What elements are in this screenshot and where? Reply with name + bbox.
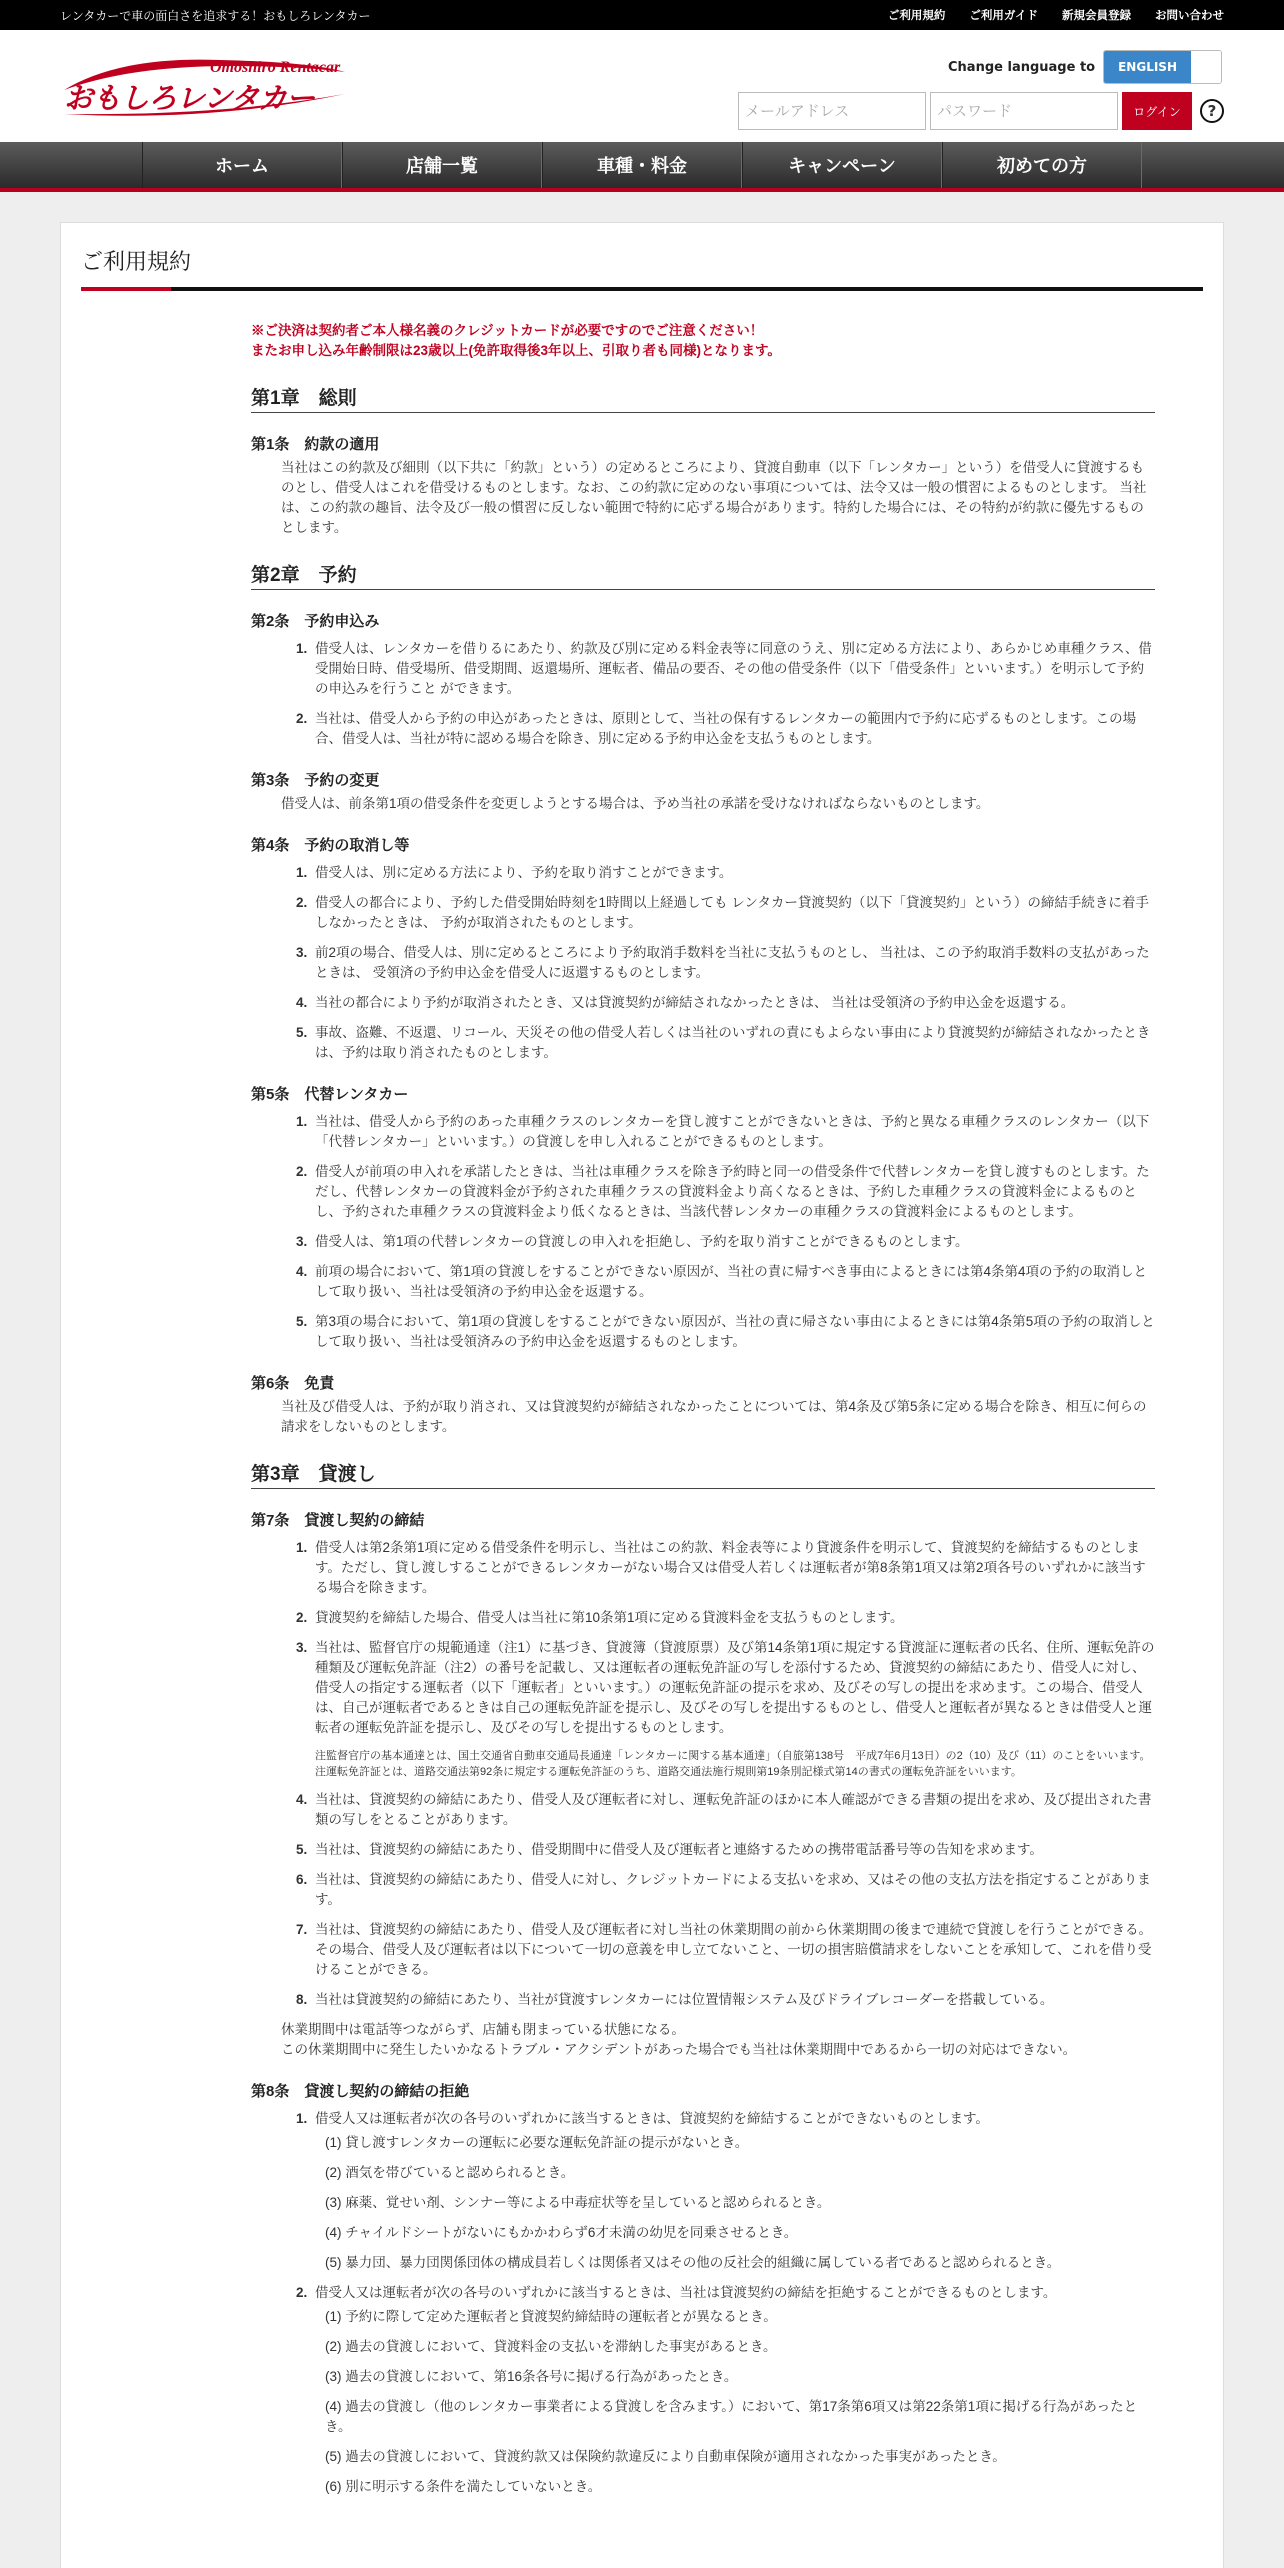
list-item — [311, 639, 1155, 699]
list-item — [311, 943, 1155, 983]
nav-stores[interactable]: 店舗一覧 — [342, 142, 542, 188]
list-item — [311, 1162, 1155, 1222]
site-logo[interactable] — [60, 50, 350, 120]
list-item-text: 3. 当社は、監督官庁の規範通達（注1）に基づき、貸渡簿（貸渡原票）及び第14条第1項に規定する貸渡証に運転者の氏名、住所、運転免許の種類及び運転免許証（注2）の番号を記載し、又は運転者の運転免許証の写しを添付するため、貸渡契約の締結にあたり、借受人に対し、借受人の指定する運転者（以下「運転者」といいます。）の運転免許証の提示を求め、及びその写しの提出を求めます。この場合、借受人は、自己が運転者であるときは自己の運転免許証を提示し、及びその写しを提出するものとし、借受人と運転者が異なるときは借受人と運転者の運転免許証を提示し、及びその写しを提出するものとします。 — [315, 1640, 1155, 1735]
payment-notice — [251, 321, 1155, 361]
logo-text-jp: おもしろレンタカー — [64, 81, 315, 115]
sub-item: (6) 別に明示する条件を満たしていないとき。 — [325, 2479, 602, 2494]
footnote — [315, 1748, 1155, 1780]
nav-campaign[interactable]: キャンペーン — [742, 142, 942, 188]
list-item-text: 1. 借受人は、別に定める方法により、予約を取り消すことができます。 — [315, 865, 733, 880]
list-item-text: 1. 借受人又は運転者が次の各号のいずれかに該当するときは、貸渡契約を締結することができないものとします。 — [315, 2111, 989, 2126]
main-nav — [0, 142, 1284, 192]
language-buttons — [1103, 50, 1222, 84]
english-button[interactable]: ENGLISH — [1104, 51, 1191, 83]
article-heading: 第2条 予約申込み — [251, 613, 380, 630]
list-item-text: 1. 借受人は第2条第1項に定める借受条件を明示し、当社はこの約款、料金表等により貸渡条件を明示して、貸渡契約を締結するものとします。ただし、貸し渡しすることができるレンタカーがない場合又は借受人若しくは運転者が第8条第1項又は第2項各号のいずれかに該当する場合を除きます。 — [315, 1540, 1146, 1595]
sub-item: (2) 酒気を帯びていると認められるとき。 — [325, 2165, 575, 2180]
top-link-guide[interactable]: ご利用ガイド — [969, 8, 1038, 22]
change-language-label: Change language to — [948, 59, 1096, 75]
email-input[interactable] — [738, 92, 926, 130]
list-item — [311, 1638, 1155, 1780]
list-item-text: 4. 当社の都合により予約が取消されたとき、又は貸渡契約が締結されなかったときは、 当社は受領済の予約申込金を返還する。 — [315, 995, 1075, 1010]
list-item-text: 3. 借受人は、第1項の代替レンタカーの貸渡しの申入れを拒絶し、予約を取り消すことができるものとします。 — [315, 1234, 969, 1249]
list-item — [311, 1920, 1155, 1980]
top-bar — [0, 0, 1284, 30]
sub-item: (4) チャイルドシートがないにもかかわらず6才未満の幼児を同乗させるとき。 — [325, 2225, 798, 2240]
list-item-text: 2. 借受人又は運転者が次の各号のいずれかに該当するときは、当社は貸渡契約の締結を拒絶することができるものとします。 — [315, 2285, 1057, 2300]
notice-line: またお申し込み年齢制限は23歳以上(免許取得後3年以上、引取り者も同様)となります。 — [251, 343, 781, 358]
list-item-text: 5. 第3項の場合において、第1項の貸渡しをすることができない原因が、当社の責に帰さない事由によるときには第4条第5項の予約の取消しとして取り扱い、当社は受領済みの予約申込金を返還するものとします。 — [315, 1314, 1155, 1349]
logo-text-en: Omoshiro Rentacar — [210, 59, 341, 76]
language-switcher — [948, 50, 1222, 84]
article-heading: 第8条 貸渡し契約の締結の拒絶 — [251, 2083, 470, 2100]
tagline: レンタカーで車の面白さを追求する！おもしろレンタカー — [60, 8, 371, 23]
sub-item: (4) 過去の貸渡し（他のレンタカー事業者による貸渡しを含みます。）において、第17条第6項又は第22条第1項に掲げる行為があったとき。 — [325, 2399, 1138, 2434]
article-list — [311, 1112, 1155, 1352]
top-link-register[interactable]: 新規会員登録 — [1062, 8, 1131, 22]
list-item — [311, 1990, 1155, 2010]
list-item — [311, 1840, 1155, 1860]
article-list — [311, 639, 1155, 749]
list-item — [311, 893, 1155, 933]
login-button[interactable]: ログイン — [1122, 92, 1192, 130]
list-item — [311, 1262, 1155, 1302]
footnote-line: 注監督官庁の基本通達とは、国土交通省自動車交通局長通達「レンタカーに関する基本通達」（自旅第138号 平成7年6月13日）の2（10）及び（11）のことをいいます。 — [315, 1750, 1151, 1762]
article-text: 借受人は、前条第1項の借受条件を変更しようとする場合は、予め当社の承諾を受けなければならないものとします。 — [281, 796, 990, 811]
list-item — [311, 1538, 1155, 1598]
notice-line: ※ご決済は契約者ご本人様名義のクレジットカードが必要ですのでご注意ください！ — [251, 323, 764, 338]
article-list — [311, 2109, 1155, 2497]
chapter-heading: 第2章 予約 — [251, 560, 1155, 590]
list-item-text: 4. 当社は、貸渡契約の締結にあたり、借受人及び運転者に対し、運転免許証のほかに本人確認ができる書類の提出を求め、及び提出された書類の写しをとることがあります。 — [315, 1792, 1152, 1827]
japanese-button[interactable] — [1191, 51, 1221, 83]
top-links — [888, 7, 1224, 23]
article-heading: 第6条 免責 — [251, 1375, 335, 1392]
sub-item: (5) 過去の貸渡しにおいて、貸渡約款又は保険約款違反により自動車保険が適用されなかった事実があったとき。 — [325, 2449, 1006, 2464]
nav-home[interactable]: ホーム — [142, 142, 342, 188]
list-item — [311, 2283, 1155, 2497]
terms-panel — [60, 222, 1224, 2568]
chapter-heading: 第3章 貸渡し — [251, 1459, 1155, 1489]
list-item-text: 2. 借受人の都合により、予約した借受開始時刻を1時間以上経過しても レンタカー貸渡契約（以下「貸渡契約」という）の締結手続きに着手しなかったときは、 予約が取消されたものとします。 — [315, 895, 1149, 930]
page-title: ご利用規約 — [81, 250, 192, 275]
list-item-text: 8. 当社は貸渡契約の締結にあたり、当社が貸渡すレンタカーには位置情報システム及びドライブレコーダーを搭載している。 — [315, 1992, 1054, 2007]
sub-item: (1) 予約に際して定めた運転者と貸渡契約締結時の運転者とが異なるとき。 — [325, 2309, 777, 2324]
login-form — [738, 92, 1224, 130]
list-item — [311, 1312, 1155, 1352]
list-item — [311, 1023, 1155, 1063]
sub-list — [315, 2307, 1155, 2497]
list-item — [311, 2109, 1155, 2273]
list-item-text: 7. 当社は、貸渡契約の締結にあたり、借受人及び運転者に対し当社の休業期間の前から休業期間の後まで連続で貸渡しを行うことができる。その場合、借受人及び運転者は以下について一切の意義を申し立てないこと、一切の損害賠償請求をしないことを承知して、これを借り受けることができる。 — [315, 1922, 1152, 1977]
sub-item: (3) 麻薬、覚せい剤、シンナー等による中毒症状等を呈していると認められるとき。 — [325, 2195, 831, 2210]
article-text: 当社及び借受人は、予約が取り消され、又は貸渡契約が締結されなかったことについては、第4条及び第5条に定める場合を除き、相互に何らの請求をしないものとします。 — [281, 1399, 1147, 1434]
list-item — [311, 863, 1155, 883]
list-item-text: 2. 借受人が前項の申入れを承諾したときは、当社は車種クラスを除き予約時と同一の借受条件で代替レンタカーを貸し渡すものとします。ただし、代替レンタカーの貸渡料金が予約された車種クラスの貸渡料金より高くなるときは、予約した車種クラスの貸渡料金によるものとし、予約された車種クラスの貸渡料金より低くなるときは、当該代替レンタカーの車種クラスの貸渡料金によるものとします。 — [315, 1164, 1150, 1219]
chapter-heading: 第1章 総則 — [251, 383, 1155, 413]
list-item — [311, 709, 1155, 749]
terms-content — [251, 321, 1155, 2507]
list-item — [311, 1790, 1155, 1830]
article-list — [311, 1538, 1155, 2010]
sub-item: (2) 過去の貸渡しにおいて、貸渡料金の支払いを滞納した事実があるとき。 — [325, 2339, 777, 2354]
title-underline — [81, 287, 1203, 291]
sub-item: (1) 貸し渡すレンタカーの運転に必要な運転免許証の提示がないとき。 — [325, 2135, 749, 2150]
header — [0, 30, 1284, 142]
sub-item: (3) 過去の貸渡しにおいて、第16条各号に掲げる行為があったとき。 — [325, 2369, 738, 2384]
sub-item: (5) 暴力団、暴力団関係団体の構成員若しくは関係者又はその他の反社会的組織に属している者であると認められるとき。 — [325, 2255, 1061, 2270]
top-link-terms[interactable]: ご利用規約 — [887, 8, 946, 22]
terms-sections — [251, 383, 1155, 2497]
list-item-text: 2. 当社は、借受人から予約の申込があったときは、原則として、当社の保有するレンタカーの範囲内で予約に応ずるものとします。この場合、借受人は、当社が特に認める場合を除き、別に定める予約申込金を支払うものとします。 — [315, 711, 1137, 746]
article-heading: 第5条 代替レンタカー — [251, 1086, 409, 1103]
article-heading: 第1条 約款の適用 — [251, 436, 380, 453]
article-list — [311, 863, 1155, 1063]
article-heading: 第3条 予約の変更 — [251, 772, 380, 789]
list-item-text: 1. 借受人は、レンタカーを借りるにあたり、約款及び別に定める料金表等に同意のうえ、別に定める方法により、あらかじめ車種クラス、借受開始日時、借受場所、借受期間、返還場所、運転者、備品の要否、その他の借受条件（以下「借受条件」といいます。）を明示して予約の申込みを行うこと ができます。 — [315, 641, 1152, 696]
list-item-text: 6. 当社は、貸渡契約の締結にあたり、借受人に対し、クレジットカードによる支払いを求め、又はその他の支払方法を指定することがあります。 — [315, 1872, 1151, 1907]
list-item — [311, 1232, 1155, 1252]
footnote-line: 注運転免許証とは、道路交通法第92条に規定する運転免許証のうち、道路交通法施行規則第19条別記様式第14の書式の運転免許証をいいます。 — [315, 1766, 1022, 1778]
top-link-contact[interactable]: お問い合わせ — [1155, 8, 1224, 22]
list-item-text: 1. 当社は、借受人から予約のあった車種クラスのレンタカーを貸し渡すことができないときは、予約と異なる車種クラスのレンタカー（以下「代替レンタカー」といいます。）の貸渡しを申し入れることができるものとします。 — [315, 1114, 1150, 1149]
article-text: 休業期間中は電話等つながらず、店舗も閉まっている状態になる。 この休業期間中に発生したいかなるトラブル・アクシデントがあった場合でも当社は休業期間中であるから一切の対応はできない。 — [281, 2022, 1077, 2057]
list-item — [311, 1608, 1155, 1628]
list-item-text: 5. 事故、盗難、不返還、リコール、天災その他の借受人若しくは当社のいずれの責にもよらない事由により貸渡契約が締結されなかったときは、予約は取り消されたものとします。 — [315, 1025, 1151, 1060]
nav-first-time[interactable]: 初めての方 — [942, 142, 1142, 188]
sub-list — [315, 2133, 1155, 2273]
list-item-text: 4. 前項の場合において、第1項の貸渡しをすることができない原因が、当社の責に帰すべき事由によるときには第4条第4項の予約の取消しとして取り扱い、当社は受領済の予約申込金を返還する。 — [315, 1264, 1147, 1299]
password-input[interactable] — [930, 92, 1118, 130]
list-item-text: 5. 当社は、貸渡契約の締結にあたり、借受期間中に借受人及び運転者と連絡するための携帯電話番号等の告知を求めます。 — [315, 1842, 1043, 1857]
list-item-text: 2. 貸渡契約を締結した場合、借受人は当社に第10条第1項に定める貸渡料金を支払うものとします。 — [315, 1610, 904, 1625]
article-heading: 第4条 予約の取消し等 — [251, 837, 410, 854]
article-text: 当社はこの約款及び細則（以下共に「約款」という）の定めるところにより、貸渡自動車（以下「レンタカー」という）を借受人に貸渡するものとし、借受人はこれを借受けるものとします。なお、この約款に定めのない事項については、法令又は一般の慣習によるものとします。 当社は、この約款の趣旨、法令及び一般の慣習に反しない範囲で特約に応ずる場合があります。特約した場合には、その特約が約款に優先するものとします。 — [281, 460, 1147, 535]
list-item — [311, 1112, 1155, 1152]
list-item — [311, 1870, 1155, 1910]
article-heading: 第7条 貸渡し契約の締結 — [251, 1512, 425, 1529]
nav-cars-prices[interactable]: 車種・料金 — [542, 142, 742, 188]
list-item-text: 3. 前2項の場合、借受人は、別に定めるところにより予約取消手数料を当社に支払うものとし、 当社は、この予約取消手数料の支払があったときは、 受領済の予約申込金を借受人に返還するものとします。 — [315, 945, 1150, 980]
list-item — [311, 993, 1155, 1013]
help-icon[interactable]: ? — [1200, 99, 1224, 123]
